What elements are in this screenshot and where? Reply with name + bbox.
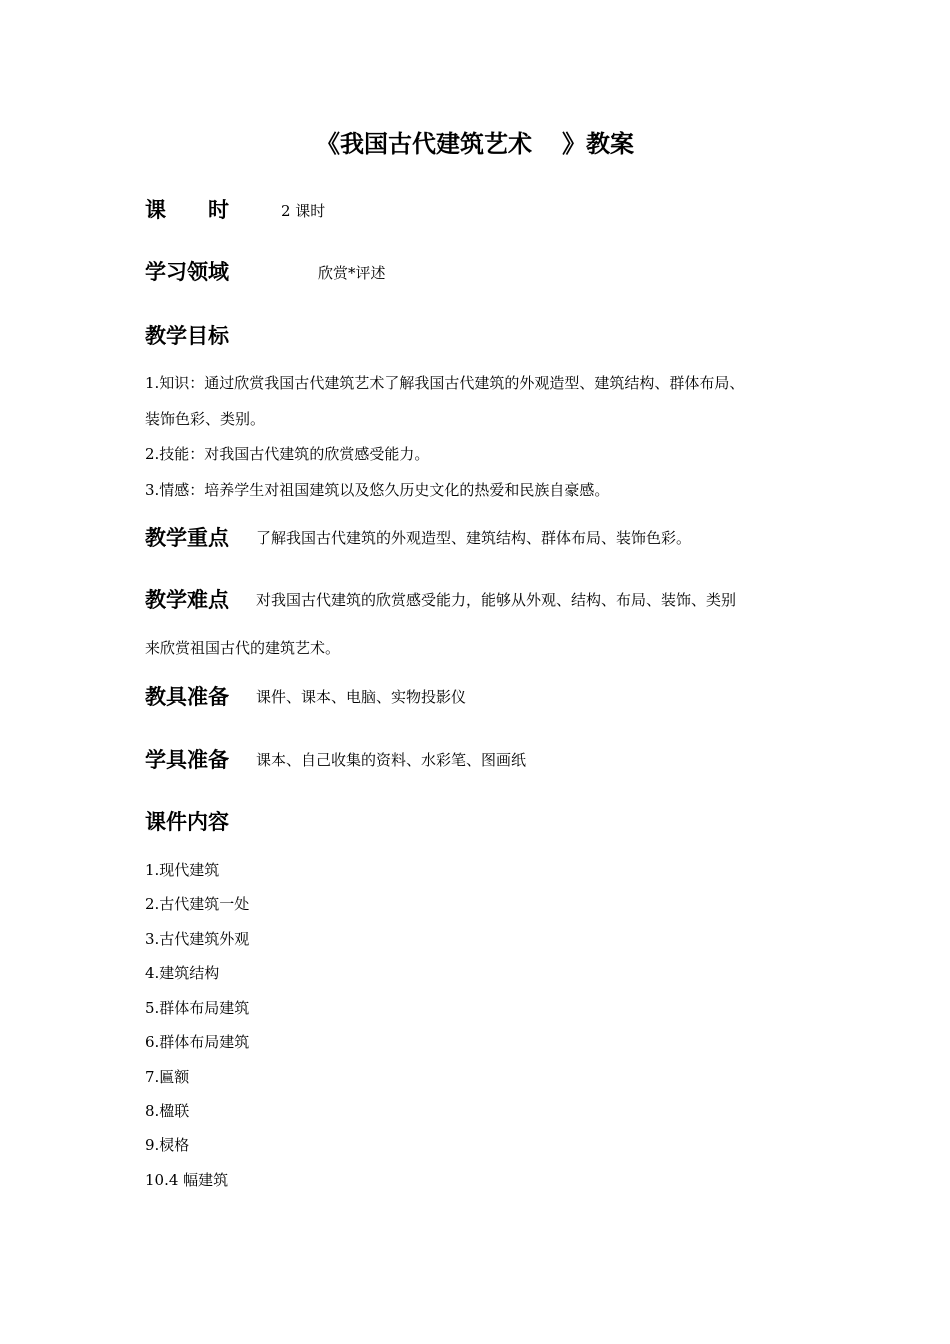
courseware-item: 7.匾额 [145, 1068, 190, 1086]
objective-item: 2.技能：对我国古代建筑的欣赏感受能力。 [145, 445, 430, 463]
key-points-label: 教学重点 [145, 526, 229, 550]
difficulties-label: 教学难点 [145, 588, 229, 612]
teaching-aids-label: 教具准备 [145, 685, 229, 709]
objective-item: 3.情感：培养学生对祖国建筑以及悠久历史文化的热爱和民族自豪感。 [145, 481, 610, 499]
difficulties-value-line1: 对我国古代建筑的欣赏感受能力，能够从外观、结构、布局、装饰、类别 [256, 591, 737, 609]
document-title [0, 124, 950, 159]
student-aids-value: 课本、自己收集的资料、水彩笔、图画纸 [256, 751, 527, 769]
objective-item: 1.知识：通过欣赏我国古代建筑艺术了解我国古代建筑的外观造型、建筑结构、群体布局、 [145, 374, 745, 392]
teaching-aids-value: 课件、课本、电脑、实物投影仪 [256, 688, 467, 706]
class-hours-value: 2 课时 [281, 202, 326, 220]
objective-item: 装饰色彩、类别。 [145, 410, 266, 428]
courseware-item: 8.楹联 [145, 1102, 190, 1120]
student-aids-label: 学具准备 [145, 748, 229, 772]
key-points-value: 了解我国古代建筑的外观造型、建筑结构、群体布局、装饰色彩。 [256, 529, 692, 547]
courseware-label: 课件内容 [145, 810, 229, 834]
objectives-label: 教学目标 [145, 324, 229, 348]
study-area-label: 学习领域 [145, 260, 229, 284]
study-area-value: 欣赏*评述 [318, 264, 386, 282]
title-main: 《我国古代建筑艺术 [316, 130, 532, 158]
title-close: 》教案 [562, 130, 634, 158]
class-hours-label: 课 时 [145, 198, 229, 222]
courseware-item: 4.建筑结构 [145, 964, 220, 982]
courseware-item: 9.棂格 [145, 1136, 190, 1154]
courseware-item: 10.4 幅建筑 [145, 1171, 229, 1189]
courseware-item: 5.群体布局建筑 [145, 999, 250, 1017]
courseware-item: 6.群体布局建筑 [145, 1033, 250, 1051]
difficulties-value-line2: 来欣赏祖国古代的建筑艺术。 [145, 639, 341, 657]
courseware-item: 1.现代建筑 [145, 861, 220, 879]
courseware-item: 3.古代建筑外观 [145, 930, 250, 948]
courseware-item: 2.古代建筑一处 [145, 895, 250, 913]
